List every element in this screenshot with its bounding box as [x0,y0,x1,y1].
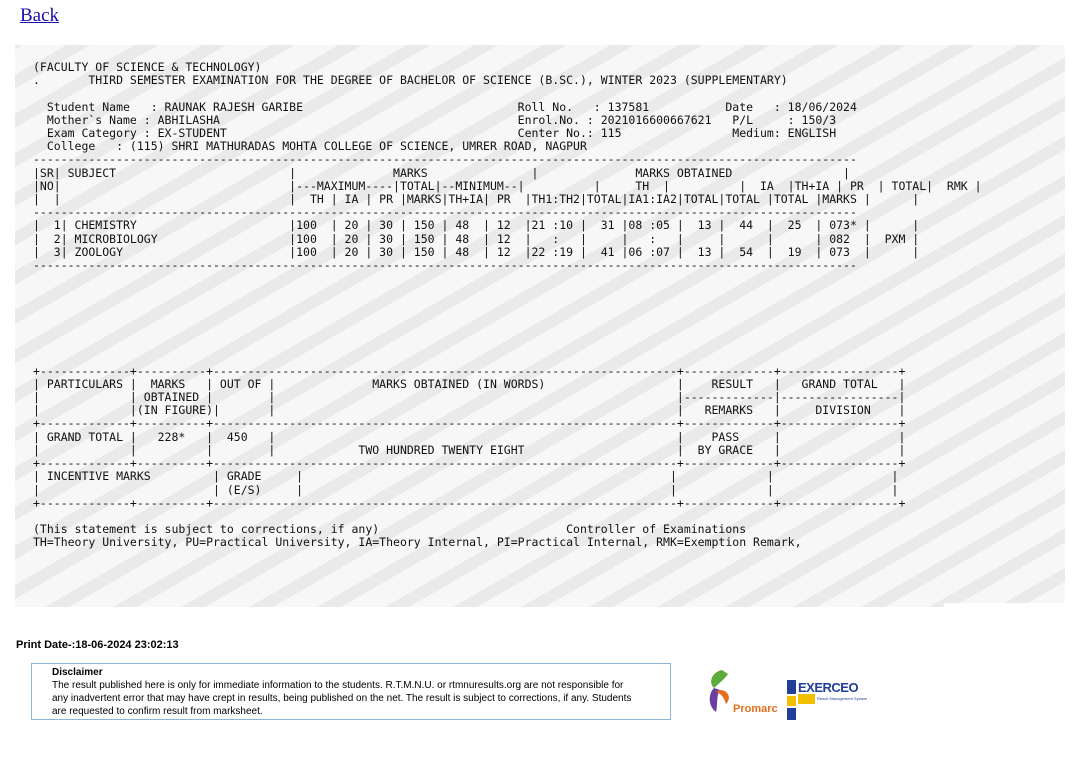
marksheet-line: College : (115) SHRI MATHURADAS MOHTA COLLEGE OF SCIENCE, UMRER ROAD, NAGPUR [33,139,587,154]
marksheet-line: (FACULTY OF SCIENCE & TECHNOLOGY) [33,60,262,74]
marksheet-line: | INCENTIVE MARKS | GRADE | | | | [33,469,899,484]
marksheet-line: |NO| |---MAXIMUM----|TOTAL|--MINIMUM--| | TH | | IA |TH+IA | PR | TOTAL| RMK | [33,178,982,193]
marksheet-line: ----------------------------------------------------------------------------------------------------------------------- [33,258,857,273]
exerceo-tagline: Result Management System [817,696,868,701]
disclaimer-title: Disclaimer [52,667,103,678]
marksheet-line: | | | TH | IA | PR |MARKS|TH+IA| PR |TH1:TH2|TOTAL|IA1:IA2|TOTAL|TOTAL |TOTAL |MARKS | | [33,192,920,207]
disclaimer-box [31,663,671,720]
marksheet-line: | |(IN FIGURE)| | | REMARKS | DIVISION | [33,403,906,418]
print-date: Print Date-:18-06-2024 23:02:13 [16,639,179,651]
exerceo-logo-text: EXERCEO [798,680,859,695]
marksheet-image [15,45,1065,607]
marksheet-line: Student Name : RAUNAK RAJESH GARIBE Roll No. : 137581 Date : 18/06/2024 [33,99,857,114]
marksheet-line: ----------------------------------------------------------------------------------------------------------------------- [33,152,857,167]
marksheet-line: | 1| CHEMISTRY |100 | 20 | 30 | 150 | 48 | 12 |21 :10 | 31 |08 :05 | 13 | 44 | 25 | 073* | | [33,218,920,233]
marksheet-line: ----------------------------------------------------------------------------------------------------------------------- [33,205,857,220]
disclaimer-text: The result published here is only for immediate information to the students. R.T.M.N.U. or rtmnuresults.org are not responsible for any inadvertent error that may have crept in results, being published on the net. The result is subject to corrections, if any. Students are requested to confirm result from marksheet. [52,680,632,717]
marksheet-edge [944,603,1065,608]
marksheet-text [33,61,982,550]
marksheet-line: | 3| ZOOLOGY |100 | 20 | 30 | 150 | 48 | 12 |22 :19 | 41 |06 :07 | 13 | 54 | 19 | 073 | | [33,244,920,259]
marksheet-line: | | OBTAINED | | |-------------|-----------------| [33,390,906,405]
marksheet-line: Mother`s Name : ABHILASHA Enrol.No. : 2021016600667621 P/L : 150/3 [33,112,837,127]
back-link[interactable]: Back [20,5,60,26]
marksheet-line: TH=Theory University, PU=Practical University, IA=Theory Internal, PI=Practical Internal, RMK=Exemption Remark, [33,535,802,550]
promarc-logo-icon [704,668,736,716]
marksheet-line: | | (E/S) | | | | [33,482,899,497]
marksheet-line: | | | | TWO HUNDRED TWENTY EIGHT | BY GRACE | | [33,442,906,457]
promarc-logo-text: Promarc [733,703,778,715]
marksheet-line: +-------------+----------+-------------------------------------------------------------------+-------------+-----------------+ [33,456,906,471]
marksheet-line: | PARTICULARS | MARKS | OUT OF | MARKS OBTAINED (IN WORDS) | RESULT | GRAND TOTAL | [33,376,906,391]
marksheet-line: |SR| SUBJECT | MARKS | MARKS OBTAINED | [33,165,850,180]
marksheet-line: | 2| MICROBIOLOGY |100 | 20 | 30 | 150 | 48 | 12 | : | | : | | | | 082 | PXM | [33,231,920,246]
marksheet-line: | GRAND TOTAL | 228* | 450 | | PASS | | [33,429,906,444]
marksheet-line: +-------------+----------+-------------------------------------------------------------------+-------------+-----------------+ [33,416,906,431]
marksheet-line: Exam Category : EX-STUDENT Center No.: 115 Medium: ENGLISH [33,126,837,141]
marksheet-line: (This statement is subject to corrections, if any) Controller of Examinations [33,522,747,537]
marksheet-line: +-------------+----------+-------------------------------------------------------------------+-------------+-----------------+ [33,495,906,510]
marksheet-line: +-------------+----------+-------------------------------------------------------------------+-------------+-----------------+ [33,363,906,378]
marksheet-line: . THIRD SEMESTER EXAMINATION FOR THE DEGREE OF BACHELOR OF SCIENCE (B.SC.), WINTER 2023 (SUPPLEMENTARY) [33,73,788,88]
